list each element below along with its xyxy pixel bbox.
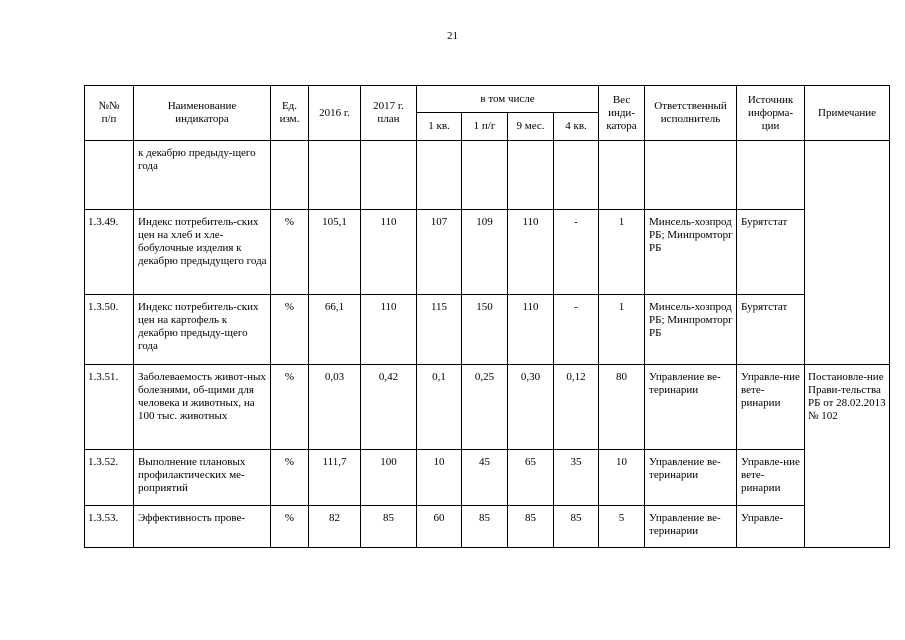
row-weight [599,141,645,210]
row-unit [271,141,309,210]
header-h1: 1 п/г [462,113,508,141]
row-h1 [462,141,508,210]
row-h1: 0,25 [462,365,508,450]
row-weight: 10 [599,450,645,506]
header-note: Примечание [805,86,890,141]
row-unit: % [271,295,309,365]
header-2016: 2016 г. [309,86,361,141]
row-2016: 105,1 [309,210,361,295]
table-row [85,295,890,365]
row-executor: Управление ве-теринарии [645,506,737,548]
row-9m: 85 [508,506,554,548]
row-source: Бурятстат [737,295,805,365]
row-source [737,141,805,210]
row-num: 1.3.52. [85,450,134,506]
row-q1 [417,141,462,210]
row-unit: % [271,450,309,506]
row-q4: 85 [554,506,599,548]
row-num [85,141,134,210]
row-q1: 107 [417,210,462,295]
indicators-table [84,85,890,548]
row-num: 1.3.50. [85,295,134,365]
row-h1: 150 [462,295,508,365]
row-num: 1.3.53. [85,506,134,548]
header-executor: Ответственный исполнитель [645,86,737,141]
row-2016 [309,141,361,210]
note-empty-cell [805,141,890,210]
row-source: Управле- [737,506,805,548]
row-executor: Минсель-хозпрод РБ; Минпромторг РБ [645,295,737,365]
row-executor: Управление ве-теринарии [645,365,737,450]
header-weight: Вес инди-катора [599,86,645,141]
row-h1: 45 [462,450,508,506]
table-row [85,141,890,210]
header-q1: 1 кв. [417,113,462,141]
row-q4 [554,141,599,210]
row-name: Эффективность прове- [134,506,271,548]
row-source: Управле-ние вете-ринарии [737,365,805,450]
row-unit: % [271,365,309,450]
header-source: Источник информа-ции [737,86,805,141]
row-h1: 85 [462,506,508,548]
table-row [85,210,890,295]
row-weight: 80 [599,365,645,450]
row-2017: 85 [361,506,417,548]
header-unit: Ед. изм. [271,86,309,141]
row-9m: 0,30 [508,365,554,450]
page-number: 21 [447,30,458,42]
row-q4: - [554,210,599,295]
row-2016: 0,03 [309,365,361,450]
row-num: 1.3.49. [85,210,134,295]
row-unit: % [271,506,309,548]
row-q4: 0,12 [554,365,599,450]
row-9m: 110 [508,295,554,365]
row-2017 [361,141,417,210]
row-q4: - [554,295,599,365]
row-9m: 65 [508,450,554,506]
row-source: Управле-ние вете-ринарии [737,450,805,506]
row-weight: 1 [599,295,645,365]
row-executor: Управление ве-теринарии [645,450,737,506]
row-name: Индекс потребитель-ских цен на картофель к декабрю предыду-щего года [134,295,271,365]
row-name: Индекс потребитель-ских цен на хлеб и хле-бобулочные изделия к декабрю предыдущего года [134,210,271,295]
table-row [85,450,890,506]
header-2017: 2017 г. план [361,86,417,141]
row-executor: Минсель-хозпрод РБ; Минпромторг РБ [645,210,737,295]
header-name: Наименование индикатора [134,86,271,141]
row-source: Бурятстат [737,210,805,295]
row-note: Постановле-ние Прави-тельства РБ от 28.02.2013 № 102 [805,365,890,548]
row-2016: 82 [309,506,361,548]
row-name: к декабрю предыду-щего года [134,141,271,210]
table-row [85,506,890,548]
header-9m: 9 мес. [508,113,554,141]
row-9m: 110 [508,210,554,295]
header-q4: 4 кв. [554,113,599,141]
row-q1: 115 [417,295,462,365]
row-h1: 109 [462,210,508,295]
row-q1: 0,1 [417,365,462,450]
row-unit: % [271,210,309,295]
note-empty-cell [805,295,890,365]
row-2017: 100 [361,450,417,506]
header-including: в том числе [417,86,599,113]
row-q4: 35 [554,450,599,506]
row-9m [508,141,554,210]
row-weight: 5 [599,506,645,548]
note-empty-cell [805,210,890,295]
row-name: Выполнение плановых профилактических ме-роприятий [134,450,271,506]
row-2017: 110 [361,295,417,365]
row-q1: 10 [417,450,462,506]
row-executor [645,141,737,210]
row-weight: 1 [599,210,645,295]
row-2017: 0,42 [361,365,417,450]
row-2016: 66,1 [309,295,361,365]
row-q1: 60 [417,506,462,548]
row-2017: 110 [361,210,417,295]
table-row [85,365,890,450]
row-2016: 111,7 [309,450,361,506]
header-num: №№ п/п [85,86,134,141]
row-num: 1.3.51. [85,365,134,450]
row-name: Заболеваемость живот-ных болезнями, об-щими для человека и животных, на 100 тыс. животных [134,365,271,450]
